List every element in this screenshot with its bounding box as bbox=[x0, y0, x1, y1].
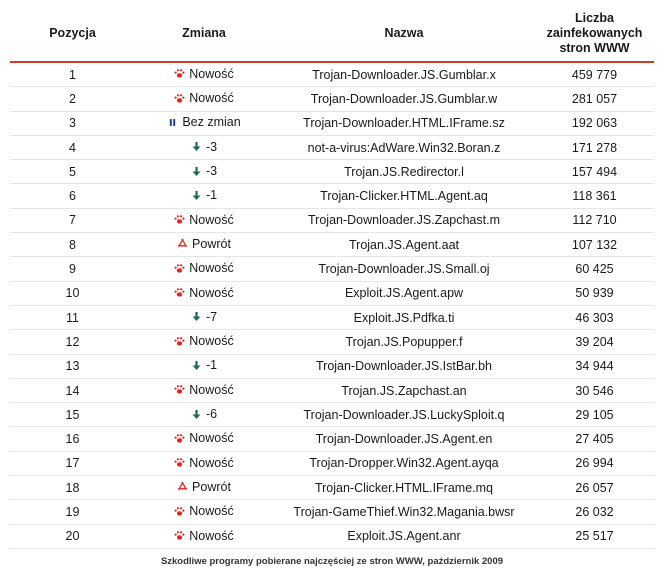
paw-new-icon bbox=[174, 433, 185, 444]
row-change-cell bbox=[135, 184, 273, 208]
row-change bbox=[174, 431, 233, 445]
row-change-cell bbox=[135, 354, 273, 378]
table-row bbox=[10, 330, 654, 354]
row-position: 19 bbox=[10, 500, 135, 524]
row-change bbox=[177, 480, 231, 494]
row-count: 30 546 bbox=[535, 378, 654, 402]
row-position: 20 bbox=[10, 524, 135, 548]
row-count: 25 517 bbox=[535, 524, 654, 548]
row-change-label: Nowość bbox=[189, 455, 234, 470]
malware-ranking-table bbox=[10, 6, 654, 549]
arrow-down-icon bbox=[191, 141, 202, 152]
row-change-label: Powrót bbox=[192, 236, 231, 251]
row-position: 8 bbox=[10, 233, 135, 257]
table-row bbox=[10, 281, 654, 305]
row-count: 34 944 bbox=[535, 354, 654, 378]
row-count: 29 105 bbox=[535, 403, 654, 427]
header-name: Nazwa bbox=[273, 6, 535, 62]
row-change bbox=[191, 358, 217, 372]
row-position: 18 bbox=[10, 476, 135, 500]
row-change bbox=[177, 237, 231, 251]
row-count: 118 361 bbox=[535, 184, 654, 208]
row-change-cell bbox=[135, 500, 273, 524]
row-position: 12 bbox=[10, 330, 135, 354]
row-change-label: Powrót bbox=[192, 479, 231, 494]
row-change-label: Nowość bbox=[189, 504, 234, 519]
pause-no-change-icon bbox=[167, 117, 178, 128]
table-row bbox=[10, 427, 654, 451]
row-count: 112 710 bbox=[535, 208, 654, 232]
row-change bbox=[174, 91, 233, 105]
table-row bbox=[10, 257, 654, 281]
arrow-down-icon bbox=[191, 166, 202, 177]
row-change bbox=[191, 310, 217, 324]
row-change-label: Nowość bbox=[189, 528, 234, 543]
row-change-label: Nowość bbox=[189, 91, 234, 106]
row-change bbox=[174, 529, 233, 543]
row-change bbox=[174, 383, 233, 397]
row-count: 192 063 bbox=[535, 111, 654, 135]
row-position: 9 bbox=[10, 257, 135, 281]
row-change-cell bbox=[135, 160, 273, 184]
row-count: 171 278 bbox=[535, 135, 654, 159]
table-body bbox=[10, 62, 654, 548]
row-change-cell bbox=[135, 451, 273, 475]
row-change-label: -3 bbox=[205, 164, 218, 179]
table-row bbox=[10, 233, 654, 257]
table-row bbox=[10, 476, 654, 500]
paw-new-icon bbox=[174, 457, 185, 468]
arrow-down-icon bbox=[191, 360, 202, 371]
row-position: 4 bbox=[10, 135, 135, 159]
row-position: 15 bbox=[10, 403, 135, 427]
table-row bbox=[10, 62, 654, 87]
table-row bbox=[10, 111, 654, 135]
table-row bbox=[10, 500, 654, 524]
row-name: Trojan-Dropper.Win32.Agent.ayqa bbox=[273, 451, 535, 475]
row-name: Trojan.JS.Agent.aat bbox=[273, 233, 535, 257]
table-row bbox=[10, 305, 654, 329]
row-count: 60 425 bbox=[535, 257, 654, 281]
row-change-cell bbox=[135, 427, 273, 451]
table-row bbox=[10, 451, 654, 475]
row-change-label: Nowość bbox=[189, 261, 234, 276]
row-name: Trojan.JS.Popupper.f bbox=[273, 330, 535, 354]
row-change bbox=[167, 115, 240, 129]
row-count: 27 405 bbox=[535, 427, 654, 451]
header-position: Pozycja bbox=[10, 6, 135, 62]
row-count: 50 939 bbox=[535, 281, 654, 305]
arrow-down-icon bbox=[191, 190, 202, 201]
row-change-label: Bez zmian bbox=[182, 115, 241, 130]
row-change-label: -1 bbox=[205, 188, 218, 203]
row-position: 2 bbox=[10, 87, 135, 111]
row-change-cell bbox=[135, 330, 273, 354]
row-name: Trojan-Downloader.JS.IstBar.bh bbox=[273, 354, 535, 378]
table-row bbox=[10, 87, 654, 111]
table-row bbox=[10, 160, 654, 184]
recycle-return-icon bbox=[177, 238, 188, 249]
row-change bbox=[174, 261, 233, 275]
row-count: 26 032 bbox=[535, 500, 654, 524]
row-position: 10 bbox=[10, 281, 135, 305]
table-row bbox=[10, 403, 654, 427]
row-name: Trojan-GameThief.Win32.Magania.bwsr bbox=[273, 500, 535, 524]
row-change-cell bbox=[135, 208, 273, 232]
paw-new-icon bbox=[174, 287, 185, 298]
row-change bbox=[174, 504, 233, 518]
row-change-cell bbox=[135, 135, 273, 159]
row-name: Trojan-Downloader.JS.Zapchast.m bbox=[273, 208, 535, 232]
table-caption: Szkodliwe programy pobierane najczęściej ze stron WWW, październik 2009 bbox=[160, 556, 504, 567]
row-change-label: -3 bbox=[205, 139, 218, 154]
table-row bbox=[10, 208, 654, 232]
table-row bbox=[10, 135, 654, 159]
row-name: Exploit.JS.Pdfka.ti bbox=[273, 305, 535, 329]
row-position: 3 bbox=[10, 111, 135, 135]
row-change-cell bbox=[135, 378, 273, 402]
row-change-label: Nowość bbox=[189, 334, 234, 349]
row-change bbox=[191, 164, 217, 178]
paw-new-icon bbox=[174, 336, 185, 347]
row-change bbox=[174, 213, 233, 227]
row-change bbox=[174, 67, 233, 81]
paw-new-icon bbox=[174, 506, 185, 517]
row-change-label: Nowość bbox=[189, 66, 234, 81]
row-change-cell bbox=[135, 524, 273, 548]
row-change-label: Nowość bbox=[189, 382, 234, 397]
table-row bbox=[10, 524, 654, 548]
row-change-cell bbox=[135, 62, 273, 87]
paw-new-icon bbox=[174, 384, 185, 395]
row-name: Trojan-Downloader.JS.Agent.en bbox=[273, 427, 535, 451]
row-change-label: -7 bbox=[205, 309, 218, 324]
row-change-label: -1 bbox=[205, 358, 218, 373]
row-name: not-a-virus:AdWare.Win32.Boran.z bbox=[273, 135, 535, 159]
arrow-down-icon bbox=[191, 409, 202, 420]
header-count: Liczba zainfekowanych stron WWW bbox=[535, 6, 654, 62]
row-count: 459 779 bbox=[535, 62, 654, 87]
row-change-cell bbox=[135, 233, 273, 257]
table-row bbox=[10, 378, 654, 402]
row-change-cell bbox=[135, 305, 273, 329]
row-position: 7 bbox=[10, 208, 135, 232]
row-position: 14 bbox=[10, 378, 135, 402]
row-name: Trojan.JS.Redirector.l bbox=[273, 160, 535, 184]
row-change bbox=[191, 140, 217, 154]
table-header-row bbox=[10, 6, 654, 62]
row-name: Trojan-Downloader.JS.LuckySploit.q bbox=[273, 403, 535, 427]
row-count: 281 057 bbox=[535, 87, 654, 111]
row-name: Trojan-Clicker.HTML.IFrame.mq bbox=[273, 476, 535, 500]
paw-new-icon bbox=[174, 263, 185, 274]
row-name: Exploit.JS.Agent.apw bbox=[273, 281, 535, 305]
row-count: 46 303 bbox=[535, 305, 654, 329]
row-count: 26 057 bbox=[535, 476, 654, 500]
row-name: Trojan.JS.Zapchast.an bbox=[273, 378, 535, 402]
row-change bbox=[191, 407, 217, 421]
row-change bbox=[191, 188, 217, 202]
row-name: Exploit.JS.Agent.anr bbox=[273, 524, 535, 548]
row-position: 1 bbox=[10, 62, 135, 87]
row-change-cell bbox=[135, 111, 273, 135]
header-change: Zmiana bbox=[135, 6, 273, 62]
row-count: 107 132 bbox=[535, 233, 654, 257]
row-change-cell bbox=[135, 476, 273, 500]
paw-new-icon bbox=[174, 530, 185, 541]
row-position: 13 bbox=[10, 354, 135, 378]
row-position: 11 bbox=[10, 305, 135, 329]
row-count: 157 494 bbox=[535, 160, 654, 184]
row-position: 16 bbox=[10, 427, 135, 451]
row-change-cell bbox=[135, 403, 273, 427]
arrow-down-icon bbox=[191, 311, 202, 322]
row-change bbox=[174, 456, 233, 470]
paw-new-icon bbox=[174, 214, 185, 225]
row-change-cell bbox=[135, 281, 273, 305]
row-name: Trojan-Clicker.HTML.Agent.aq bbox=[273, 184, 535, 208]
row-name: Trojan-Downloader.JS.Gumblar.w bbox=[273, 87, 535, 111]
row-name: Trojan-Downloader.JS.Small.oj bbox=[273, 257, 535, 281]
paw-new-icon bbox=[174, 68, 185, 79]
row-position: 17 bbox=[10, 451, 135, 475]
table-row bbox=[10, 354, 654, 378]
row-change-label: Nowość bbox=[189, 285, 234, 300]
recycle-return-icon bbox=[177, 481, 188, 492]
paw-new-icon bbox=[174, 93, 185, 104]
row-change bbox=[174, 286, 233, 300]
row-change-cell bbox=[135, 87, 273, 111]
row-position: 6 bbox=[10, 184, 135, 208]
row-position: 5 bbox=[10, 160, 135, 184]
row-change-label: Nowość bbox=[189, 431, 234, 446]
row-count: 26 994 bbox=[535, 451, 654, 475]
row-count: 39 204 bbox=[535, 330, 654, 354]
row-change-cell bbox=[135, 257, 273, 281]
row-change-label: Nowość bbox=[189, 212, 234, 227]
table-row bbox=[10, 184, 654, 208]
row-change-label: -6 bbox=[205, 407, 218, 422]
row-name: Trojan-Downloader.HTML.IFrame.sz bbox=[273, 111, 535, 135]
row-change bbox=[174, 334, 233, 348]
row-name: Trojan-Downloader.JS.Gumblar.x bbox=[273, 62, 535, 87]
